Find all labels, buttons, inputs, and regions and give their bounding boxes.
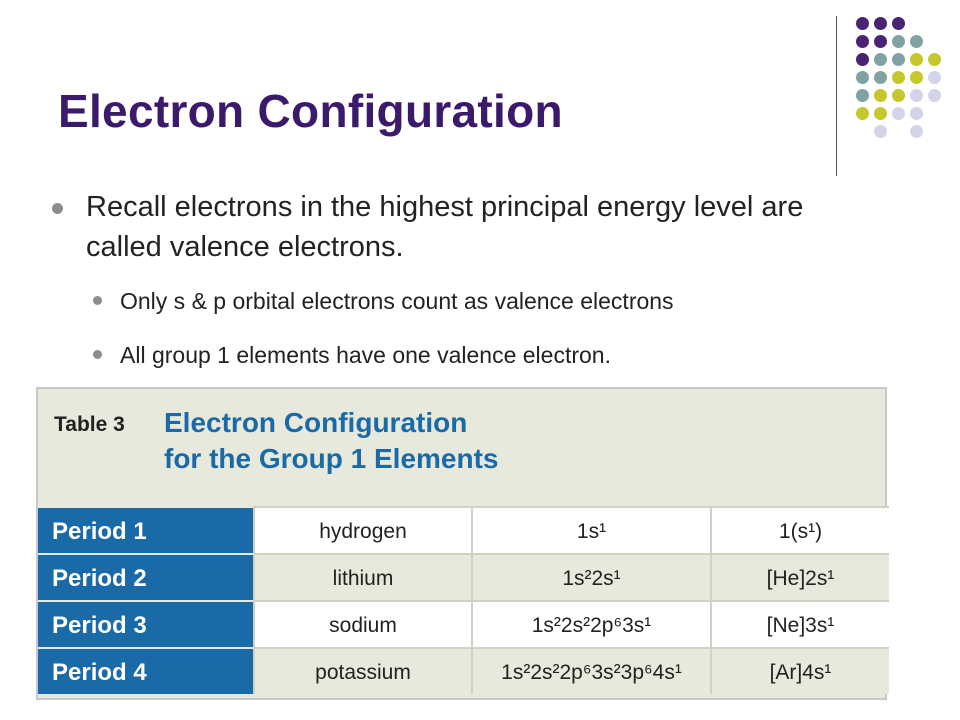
dot — [874, 107, 887, 120]
dot — [856, 107, 869, 120]
slide-title: Electron Configuration — [58, 85, 563, 137]
table-title — [164, 405, 499, 477]
dot — [910, 71, 923, 84]
dot — [856, 71, 869, 84]
dot — [928, 53, 941, 66]
noble-gas-notation-cell: [He]2s¹ — [710, 553, 889, 600]
element-cell: lithium — [253, 553, 471, 600]
dot — [856, 53, 869, 66]
noble-gas-notation-cell: [Ne]3s¹ — [710, 600, 889, 647]
period-cell: Period 1 — [38, 506, 253, 553]
dot — [928, 71, 941, 84]
dot — [856, 17, 869, 30]
config-cell: 1s¹ — [471, 506, 710, 553]
element-cell: hydrogen — [253, 506, 471, 553]
table-row — [38, 553, 885, 600]
noble-gas-notation-cell: [Ar]4s¹ — [710, 647, 889, 694]
table-title-line-1: Electron Configuration — [164, 407, 468, 438]
noble-gas-notation-cell: 1(s¹) — [710, 506, 889, 553]
period-cell: Period 3 — [38, 600, 253, 647]
dot — [856, 35, 869, 48]
dot — [874, 125, 887, 138]
dot — [892, 53, 905, 66]
dot — [874, 89, 887, 102]
config-cell: 1s²2s²2p⁶3s¹ — [471, 600, 710, 647]
dot — [892, 89, 905, 102]
table-number-label: Table 3 — [54, 413, 125, 436]
config-cell: 1s²2s¹ — [471, 553, 710, 600]
dot — [874, 53, 887, 66]
electron-config-table — [36, 387, 887, 700]
bullet-dot — [93, 350, 102, 359]
dot — [910, 107, 923, 120]
element-cell: sodium — [253, 600, 471, 647]
table-title-line-2: for the Group 1 Elements — [164, 443, 499, 474]
dot — [892, 17, 905, 30]
table-row — [38, 647, 885, 694]
table-row — [38, 506, 885, 553]
dot — [874, 71, 887, 84]
dot — [892, 71, 905, 84]
bullet-sub-text-1: Only s & p orbital electrons count as valence electrons — [120, 288, 674, 314]
dot — [928, 89, 941, 102]
dot — [892, 35, 905, 48]
element-cell: potassium — [253, 647, 471, 694]
dot — [910, 125, 923, 138]
dot — [910, 35, 923, 48]
dot — [874, 35, 887, 48]
dot — [892, 107, 905, 120]
config-cell: 1s²2s²2p⁶3s²3p⁶4s¹ — [471, 647, 710, 694]
period-cell: Period 4 — [38, 647, 253, 694]
dot — [910, 89, 923, 102]
bullet-dot — [93, 296, 102, 305]
bullet-dot — [52, 203, 63, 214]
period-cell: Period 2 — [38, 553, 253, 600]
dot — [874, 17, 887, 30]
bullet-main-text: Recall electrons in the highest principal energy level are called valence electrons. — [86, 191, 804, 263]
title-divider — [836, 16, 837, 176]
dot — [910, 53, 923, 66]
table-row — [38, 600, 885, 647]
table-header — [38, 389, 885, 506]
bullet-sub-text-2: All group 1 elements have one valence electron. — [120, 342, 611, 368]
dot — [856, 89, 869, 102]
